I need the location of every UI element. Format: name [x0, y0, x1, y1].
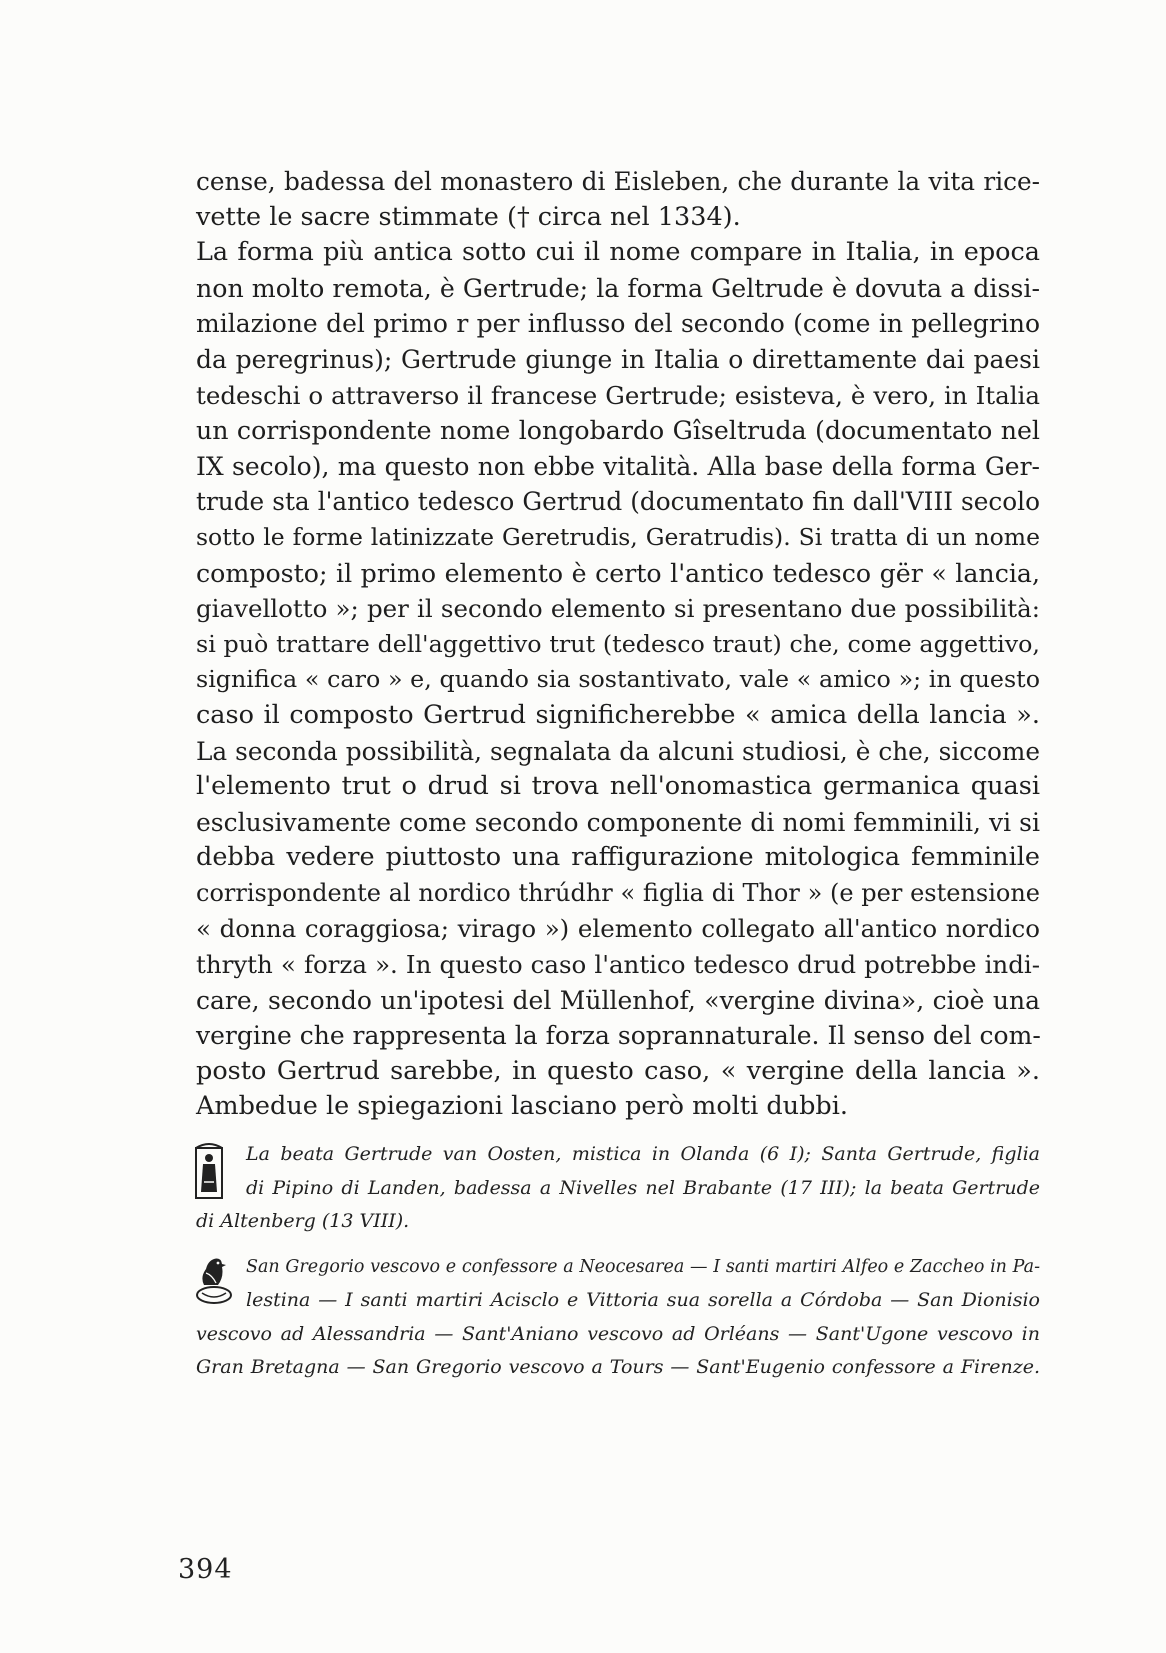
- note-line: di Pipino di Landen, badessa a Nivelles nel Brabante (17 III); la beata Gertrude: [246, 1176, 1040, 1199]
- text-line: esclusivamente come secondo componente di nomi femminili, vi si: [196, 807, 1040, 837]
- text-line: tedeschi o attraverso il francese Gertrude; esisteva, è vero, in Italia: [196, 380, 1040, 410]
- text-line: l'elemento trut o drud si trova nell'onomastica germanica quasi: [196, 771, 1040, 802]
- text-line: « donna coraggiosa; virago ») elemento collegato all'antico nordico: [196, 914, 1040, 944]
- note-line: vescovo ad Alessandria — Sant'Aniano vescovo ad Orléans — Sant'Ugone vescovo in: [196, 1322, 1040, 1345]
- notes-section: [196, 1138, 1040, 1385]
- text-line: composto; il primo elemento è certo l'antico tedesco gër « lancia,: [196, 558, 1040, 588]
- text-line: debba vedere piuttosto una raffigurazione mitologica femminile: [196, 842, 1040, 873]
- note-line: Gran Bretagna — San Gregorio vescovo a Tours — Sant'Eugenio confessore a Firenze.: [196, 1356, 1040, 1378]
- text-line: trude sta l'antico tedesco Gertrud (documentato fin dall'VIII secolo: [196, 487, 1040, 517]
- saints-note: [196, 1138, 1040, 1239]
- text-line: care, secondo un'ipotesi del Müllenhof, «vergine divina», cioè una: [196, 985, 1040, 1015]
- text-line: un corrispondente nome longobardo Gîseltruda (documentato nel: [196, 416, 1040, 446]
- text-line: significa « caro » e, quando sia sostantivato, vale « amico »; in questo: [196, 665, 1040, 694]
- text-line: IX secolo), ma questo non ebbe vitalità. Alla base della forma Ger-: [196, 451, 1040, 481]
- text-line: giavellotto »; per il secondo elemento si presentano due possibilità:: [196, 594, 1040, 624]
- note-line: La beata Gertrude van Oosten, mistica in Olanda (6 I); Santa Gertrude, figlia: [246, 1143, 1040, 1165]
- note-line: lestina — I santi martiri Acisclo e Vittoria sua sorella a Córdoba — San Dionisio: [246, 1289, 1040, 1311]
- note-line: di Altenberg (13 VIII).: [196, 1210, 410, 1232]
- text-line: Ambedue le spiegazioni lasciano però molti dubbi.: [196, 1091, 848, 1122]
- bird-emblem-icon: [194, 1255, 236, 1319]
- text-line: posto Gertrud sarebbe, in questo caso, « vergine della lancia ».: [196, 1055, 1040, 1086]
- text-line: cense, badessa del monastero di Eisleben, che durante la vita rice-: [196, 167, 1040, 196]
- text-line: da peregrinus); Gertrude giunge in Italia o direttamente dai paesi: [196, 344, 1040, 374]
- text-line: sotto le forme latinizzate Geretrudis, Geratrudis). Si tratta di un nome: [196, 522, 1040, 551]
- text-line: si può trattare dell'aggettivo trut (tedesco traut) che, come aggettivo,: [196, 629, 1040, 658]
- text-line: vergine che rappresenta la forza soprannaturale. Il senso del com-: [196, 1021, 1041, 1051]
- feast-note: [196, 1251, 1040, 1385]
- text-line: non molto remota, è Gertrude; la forma Geltrude è dovuta a dissi-: [196, 273, 1040, 303]
- text-line: La forma più antica sotto cui il nome compare in Italia, in epoca: [196, 237, 1040, 268]
- text-line: La seconda possibilità, segnalata da alcuni studiosi, è che, siccome: [196, 736, 1040, 766]
- text-line: corrispondente al nordico thrúdhr « figlia di Thor » (e per estensione: [196, 878, 1040, 907]
- saint-figure-icon: [194, 1142, 226, 1212]
- text-line: thryth « forza ». In questo caso l'antico tedesco drud potrebbe indi-: [196, 950, 1040, 980]
- text-line: caso il composto Gertrud significherebbe « amica della lancia ».: [196, 699, 1040, 730]
- text-line: vette le sacre stimmate († circa nel 1334).: [196, 201, 741, 232]
- page-number: 394: [178, 1554, 233, 1585]
- main-text: [196, 164, 1040, 1125]
- note-line: San Gregorio vescovo e confessore a Neocesarea — I santi martiri Alfeo e Zaccheo in Pa-: [246, 1256, 1040, 1277]
- text-line: milazione del primo r per influsso del secondo (come in pellegrino: [196, 309, 1040, 339]
